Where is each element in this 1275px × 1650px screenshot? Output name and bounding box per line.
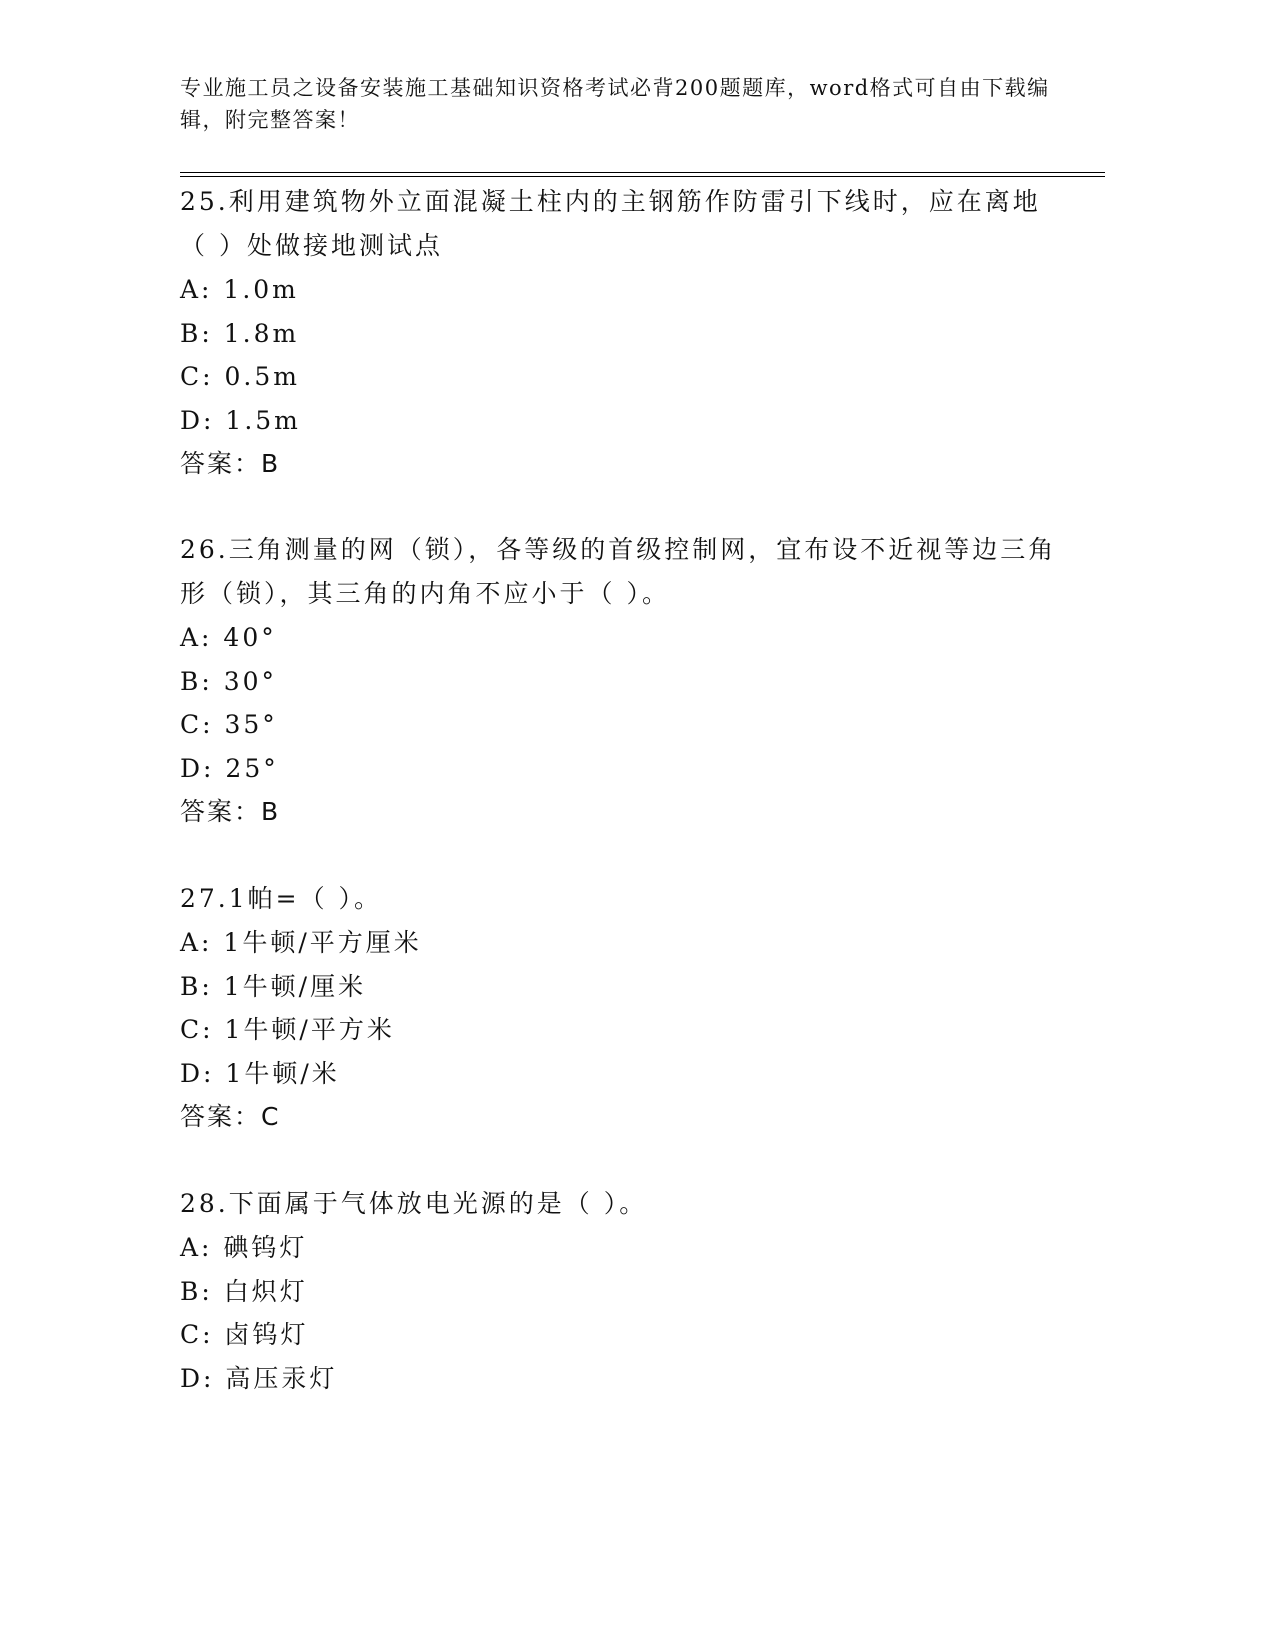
option-a: A: 40° xyxy=(180,623,277,652)
option-b: B: 1.8m xyxy=(180,318,300,348)
option-a: A: 1.0m xyxy=(180,275,299,304)
option-c: C: 1牛顿/平方米 xyxy=(180,1015,395,1045)
answer-text: 答案：B xyxy=(180,797,281,827)
answer-text: 答案：C xyxy=(180,1102,281,1132)
question-27 xyxy=(180,877,1060,1139)
header-divider-top xyxy=(180,172,1105,173)
header-divider-bottom xyxy=(180,176,1105,177)
option-b: B: 白炽灯 xyxy=(180,1276,308,1306)
option-c: C: 0.5m xyxy=(180,362,300,392)
question-stem: 27.1帕=（ ）。 xyxy=(180,884,383,913)
option-c: C: 35° xyxy=(180,710,278,740)
option-a: A: 碘钨灯 xyxy=(180,1233,308,1262)
document-title: 专业施工员之设备安装施工基础知识资格考试必背200题题库，word格式可自由下载编辑，附完整答案！ xyxy=(180,76,1050,132)
question-stem: 25.利用建筑物外立面混凝土柱内的主钢筋作防雷引下线时，应在离地（ ）处做接地测试点 xyxy=(180,187,1041,260)
option-b: B: 30° xyxy=(180,666,278,696)
option-b: B: 1牛顿/厘米 xyxy=(180,971,367,1001)
answer-text: 答案：B xyxy=(180,449,281,479)
question-stem: 26.三角测量的网（锁），各等级的首级控制网，宜布设不近视等边三角形（锁），其三角的内角不应小于（ ）。 xyxy=(180,535,1057,608)
question-28 xyxy=(180,1182,1060,1400)
option-d: D: 高压汞灯 xyxy=(180,1363,338,1393)
option-d: D: 1.5m xyxy=(180,405,301,435)
question-26 xyxy=(180,528,1060,834)
question-stem: 28.下面属于气体放电光源的是（ ）。 xyxy=(180,1189,648,1218)
question-25 xyxy=(180,180,1060,486)
option-a: A: 1牛顿/平方厘米 xyxy=(180,928,422,957)
option-d: D: 25° xyxy=(180,753,279,783)
option-c: C: 卤钨灯 xyxy=(180,1320,309,1350)
option-d: D: 1牛顿/米 xyxy=(180,1058,340,1088)
